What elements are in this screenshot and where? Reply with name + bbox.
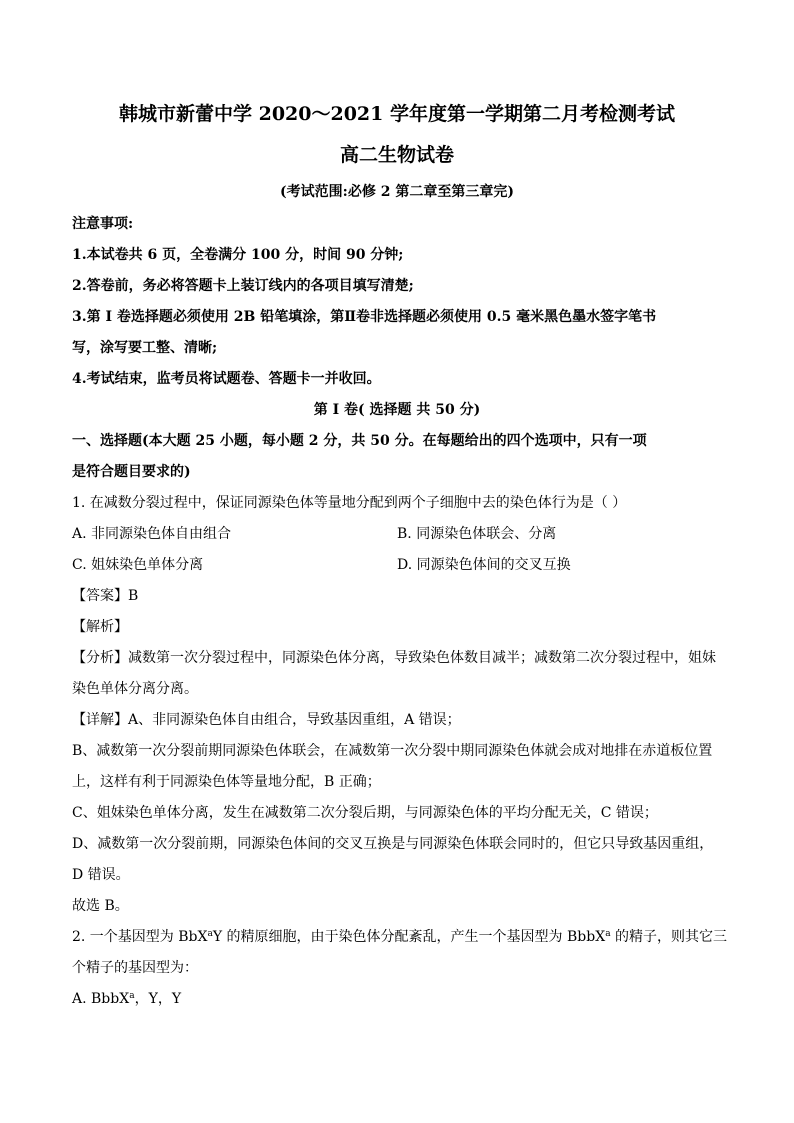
exam-title: 韩城市新蕾中学 2020～2021 学年度第一学期第二月考检测考试 <box>119 103 675 125</box>
notes-heading: 注意事项: <box>72 216 134 232</box>
q1-fenxi-line2: 染色单体分离分离。 <box>72 681 198 697</box>
q2-option-a <box>72 989 181 1009</box>
part1-heading: 第 I 卷( 选择题 共 50 分) <box>313 402 481 418</box>
q2-option-a-part2: ，Y，Y <box>134 991 182 1007</box>
note-3-line1: 3.第 I 卷选择题必须使用 2B 铅笔填涂，第Ⅱ卷非选择题必须使用 0.5 毫米黑色墨水签字笔书 <box>72 309 657 325</box>
q2-stem-part2: Y 的精原细胞，由于染色体分配紊乱，产生一个基因型为 BbbX <box>212 929 606 945</box>
q1-option-a: A. 非同源染色体自由组合 <box>72 526 232 542</box>
q1-detail-b-line1: B、减数第一次分裂前期同源染色体联会，在减数第一次分裂中期同源染色体就会成对地排在赤道板位置 <box>72 743 713 759</box>
note-4: 4.考试结束，监考员将试题卷、答题卡一并收回。 <box>72 371 381 387</box>
q2-stem-line1 <box>72 927 727 947</box>
q1-option-c: C. 姐妹染色单体分离 <box>72 557 204 573</box>
exam-scope: (考试范围:必修 2 第二章至第三章完) <box>280 184 514 200</box>
q1-stem: 1. 在减数分裂过程中，保证同源染色体等量地分配到两个子细胞中去的染色体行为是（ ） <box>72 495 627 511</box>
q2-stem-sup2: a <box>605 929 611 939</box>
q2-stem-line2: 个精子的基因型为： <box>72 960 198 976</box>
q1-detail-d-line1: D、减数第一次分裂前期，同源染色体间的交叉互换是与同源染色体联会同时的，但它只导致基因重组， <box>72 836 714 852</box>
section-heading-line2: 是符合题目要求的) <box>72 464 191 480</box>
section-heading-line1: 一、选择题(本大题 25 小题，每小题 2 分，共 50 分。在每题给出的四个选项中，只有一项 <box>72 433 647 449</box>
q1-conclusion: 故选 B。 <box>72 898 129 914</box>
q1-answer: 【答案】B <box>72 588 139 604</box>
q2-stem-part1: 2. 一个基因型为 BbX <box>72 929 208 945</box>
note-2: 2.答卷前，务必将答题卡上装订线内的各项目填写清楚; <box>72 278 414 294</box>
q1-option-b: B. 同源染色体联会、分离 <box>397 526 557 542</box>
note-1: 1.本试卷共 6 页，全卷满分 100 分，时间 90 分钟; <box>72 247 404 263</box>
q1-detail-c: C、姐妹染色单体分离，发生在减数第二次分裂后期，与同源染色体的平均分配无关，C 错误； <box>72 805 658 821</box>
q1-option-d: D. 同源染色体间的交叉互换 <box>397 557 571 573</box>
q1-detail-a: 【详解】A、非同源染色体自由组合，导致基因重组，A 错误； <box>72 712 461 728</box>
q2-option-a-sup: a <box>129 991 135 1001</box>
q1-fenxi-line1: 【分析】减数第一次分裂过程中，同源染色体分离，导致染色体数目减半；减数第二次分裂过程中，姐妹 <box>72 650 716 666</box>
q2-option-a-part1: A. BbbX <box>72 991 130 1007</box>
q2-stem-part3: 的精子，则其它三 <box>610 929 728 945</box>
exam-subtitle: 高二生物试卷 <box>339 144 454 166</box>
q1-detail-d-line2: D 错误。 <box>72 867 130 883</box>
q1-analysis-label: 【解析】 <box>72 619 128 635</box>
q2-stem-sup1: a <box>207 929 213 939</box>
note-3-line2: 写，涂写要工整、清晰; <box>72 340 218 356</box>
q1-detail-b-line2: 上，这样有利于同源染色体等量地分配，B 正确； <box>72 774 381 790</box>
